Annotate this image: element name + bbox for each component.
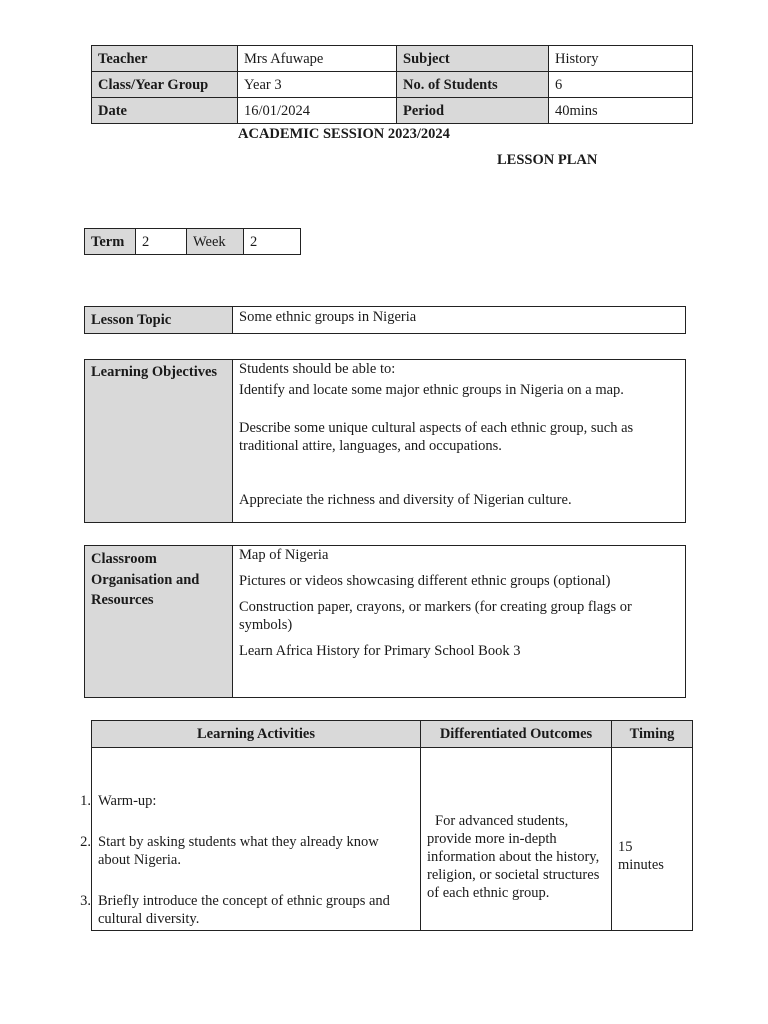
lesson-info-table bbox=[91, 45, 693, 124]
lesson-topic-table bbox=[84, 306, 686, 334]
lesson-topic-value: Some ethnic groups in Nigeria bbox=[233, 307, 686, 334]
col-timing: Timing bbox=[612, 721, 693, 748]
class-value: Year 3 bbox=[238, 72, 397, 98]
subject-label: Subject bbox=[397, 46, 549, 72]
learning-objectives-table bbox=[84, 359, 686, 523]
date-value: 16/01/2024 bbox=[238, 98, 397, 124]
learning-activities-table bbox=[80, 720, 693, 931]
activity-item bbox=[80, 833, 414, 869]
activities-cell bbox=[80, 748, 421, 931]
period-label: Period bbox=[397, 98, 549, 124]
teacher-value: Mrs Afuwape bbox=[238, 46, 397, 72]
lesson-topic-label: Lesson Topic bbox=[85, 307, 233, 334]
learning-objectives-label: Learning Objectives bbox=[85, 360, 233, 523]
activity-text: Warm-up: bbox=[98, 793, 157, 809]
objective-item: Appreciate the richness and diversity of Nigerian culture. bbox=[239, 492, 572, 508]
week-value: 2 bbox=[244, 229, 301, 255]
subject-value: History bbox=[549, 46, 693, 72]
objective-item: Identify and locate some major ethnic groups in Nigeria on a map. bbox=[239, 382, 624, 398]
teacher-label: Teacher bbox=[92, 46, 238, 72]
activity-item bbox=[80, 792, 414, 810]
resources-label bbox=[85, 546, 233, 698]
resource-item: Construction paper, crayons, or markers (for creating group flags or symbols) bbox=[239, 599, 632, 633]
class-label: Class/Year Group bbox=[92, 72, 238, 98]
activity-number: 3. bbox=[80, 893, 91, 909]
resources-table bbox=[84, 545, 686, 698]
outcome-text: For advanced students, provide more in-depth information about the history, religion, or societal structures of each ethnic group. bbox=[427, 813, 600, 901]
resources-label-line: Resources bbox=[91, 592, 154, 608]
resource-item: Learn Africa History for Primary School Book 3 bbox=[239, 643, 521, 659]
timing-cell bbox=[612, 748, 693, 931]
col-differentiated-outcomes: Differentiated Outcomes bbox=[421, 721, 612, 748]
term-label: Term bbox=[85, 229, 136, 255]
resources-label-line: Organisation and bbox=[91, 571, 200, 588]
term-value: 2 bbox=[136, 229, 187, 255]
lesson-plan-title: LESSON PLAN bbox=[497, 152, 598, 168]
students-label: No. of Students bbox=[397, 72, 549, 98]
period-value: 40mins bbox=[549, 98, 693, 124]
students-value: 6 bbox=[549, 72, 693, 98]
outcomes-cell bbox=[421, 748, 612, 931]
resource-item: Map of Nigeria bbox=[239, 547, 329, 563]
activity-number: 2. bbox=[80, 834, 91, 850]
activity-text: Start by asking students what they already know about Nigeria. bbox=[98, 834, 379, 868]
resource-item: Pictures or videos showcasing different ethnic groups (optional) bbox=[239, 573, 611, 589]
week-label: Week bbox=[187, 229, 244, 255]
timing-text: 15 minutes bbox=[618, 839, 664, 873]
date-label: Date bbox=[92, 98, 238, 124]
activity-number: 1. bbox=[80, 793, 91, 809]
resources-content bbox=[233, 546, 686, 698]
objectives-intro: Students should be able to: bbox=[239, 361, 396, 377]
activity-text: Briefly introduce the concept of ethnic groups and cultural diversity. bbox=[98, 893, 390, 927]
objective-item: Describe some unique cultural aspects of each ethnic group, such as traditional attire, languages, and occupations. bbox=[239, 420, 634, 454]
col-learning-activities: Learning Activities bbox=[92, 721, 421, 748]
learning-objectives-content bbox=[233, 360, 686, 523]
resources-label-line: Classroom bbox=[91, 551, 157, 567]
session-title: ACADEMIC SESSION 2023/2024 bbox=[238, 126, 450, 142]
term-week-table bbox=[84, 228, 301, 255]
activity-item bbox=[80, 892, 414, 928]
